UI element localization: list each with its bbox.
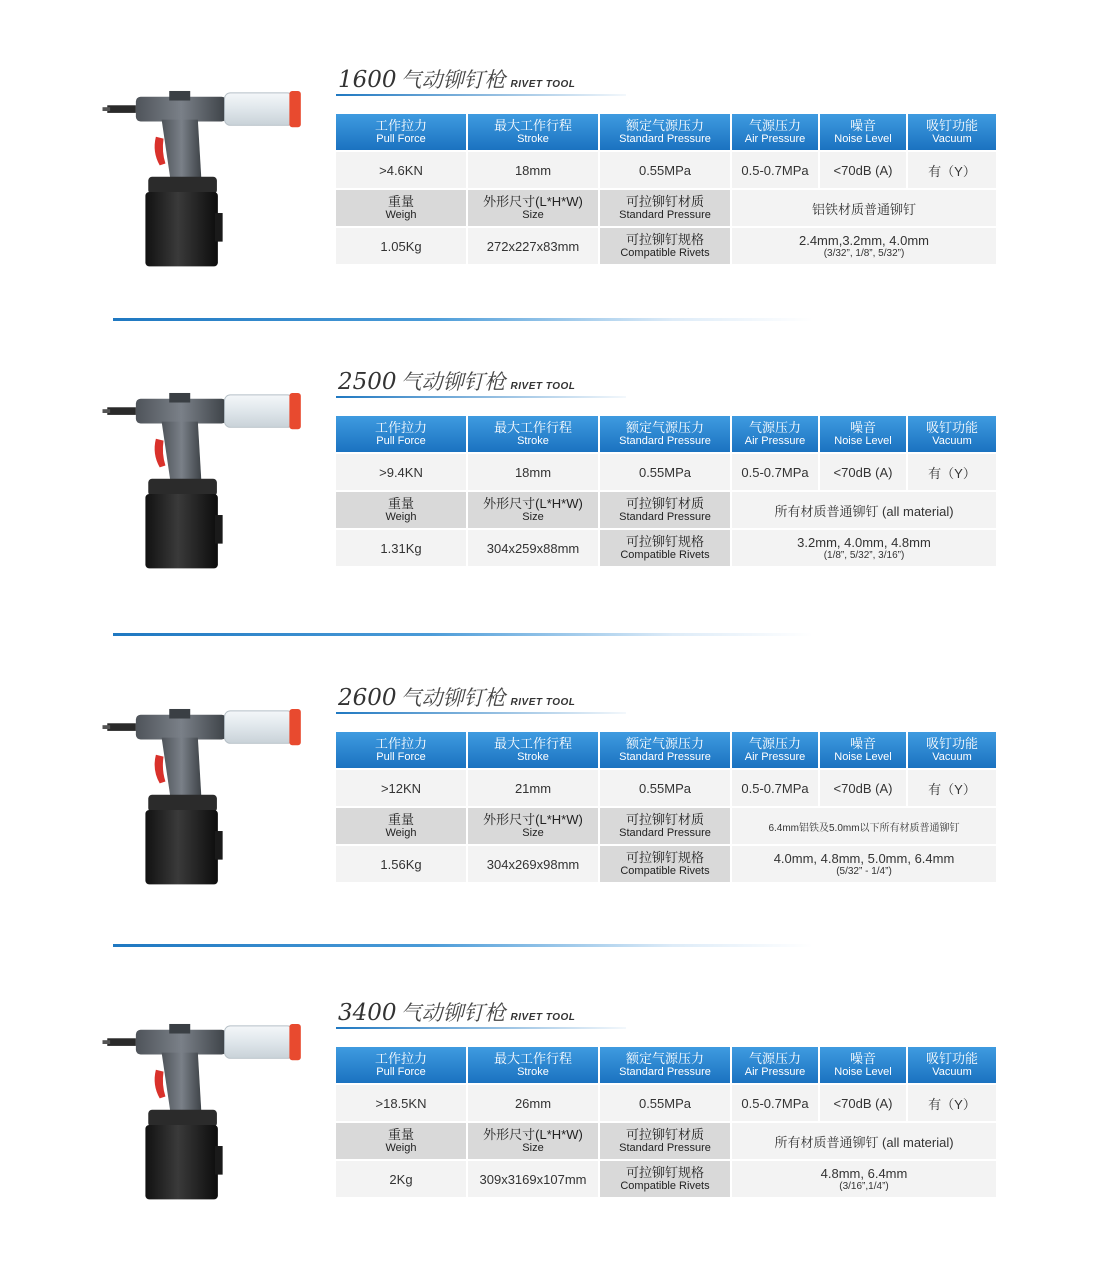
header-air-pressure: 气源压力 Air Pressure — [732, 416, 818, 452]
rivet-tool-image — [95, 688, 315, 893]
value-noise: <70dB (A) — [820, 1085, 906, 1121]
label-weigh: 重量 Weigh — [336, 1123, 466, 1159]
label-rivets: 可拉铆钉规格 Compatible Rivets — [600, 846, 730, 882]
value-pull-force: >9.4KN — [336, 454, 466, 490]
value-vacuum: 有（Y） — [908, 454, 996, 490]
value-standard-pressure: 0.55MPa — [600, 770, 730, 806]
spec-table — [336, 416, 996, 566]
header-pull-force: 工作拉力 Pull Force — [336, 1047, 466, 1083]
value-air-pressure: 0.5-0.7MPa — [732, 454, 818, 490]
value-noise: <70dB (A) — [820, 770, 906, 806]
value-material: 所有材质普通铆钉 (all material) — [732, 492, 996, 528]
value-air-pressure: 0.5-0.7MPa — [732, 1085, 818, 1121]
rivet-tool-image — [95, 1003, 315, 1208]
title-en: RIVET TOOL — [510, 1012, 576, 1023]
product-title — [338, 64, 758, 98]
header-stroke: 最大工作行程 Stroke — [468, 114, 598, 150]
header-noise-level: 噪音 Noise Level — [820, 1047, 906, 1083]
label-weigh: 重量 Weigh — [336, 492, 466, 528]
label-size: 外形尺寸(L*H*W) Size — [468, 190, 598, 226]
value-material: 所有材质普通铆钉 (all material) — [732, 1123, 996, 1159]
header-noise-level: 噪音 Noise Level — [820, 416, 906, 452]
title-underline — [336, 712, 626, 714]
value-rivets: 4.8mm, 6.4mm (3/16”,1/4”) — [732, 1161, 996, 1197]
model-number: 3400 — [338, 1000, 397, 1026]
value-material: 铝铁材质普通铆钉 — [732, 190, 996, 226]
header-air-pressure: 气源压力 Air Pressure — [732, 1047, 818, 1083]
value-standard-pressure: 0.55MPa — [600, 454, 730, 490]
header-standard-pressure: 额定气源压力 Standard Pressure — [600, 1047, 730, 1083]
value-pull-force: >12KN — [336, 770, 466, 806]
header-air-pressure: 气源压力 Air Pressure — [732, 732, 818, 768]
header-stroke: 最大工作行程 Stroke — [468, 732, 598, 768]
value-vacuum: 有（Y） — [908, 1085, 996, 1121]
product-title — [338, 682, 758, 716]
value-stroke: 18mm — [468, 454, 598, 490]
value-air-pressure: 0.5-0.7MPa — [732, 770, 818, 806]
header-stroke: 最大工作行程 Stroke — [468, 1047, 598, 1083]
value-rivets: 4.0mm, 4.8mm, 5.0mm, 6.4mm (5/32” - 1/4”) — [732, 846, 996, 882]
header-noise-level: 噪音 Noise Level — [820, 114, 906, 150]
label-size: 外形尺寸(L*H*W) Size — [468, 1123, 598, 1159]
value-size: 309x3169x107mm — [468, 1161, 598, 1197]
header-standard-pressure: 额定气源压力 Standard Pressure — [600, 732, 730, 768]
value-vacuum: 有（Y） — [908, 770, 996, 806]
value-weight: 2Kg — [336, 1161, 466, 1197]
value-pull-force: >4.6KN — [336, 152, 466, 188]
spec-table — [336, 114, 996, 264]
model-number: 2600 — [338, 685, 397, 711]
label-size: 外形尺寸(L*H*W) Size — [468, 492, 598, 528]
title-cn: 气动铆钉枪 — [400, 68, 506, 92]
value-weight: 1.56Kg — [336, 846, 466, 882]
value-standard-pressure: 0.55MPa — [600, 152, 730, 188]
label-rivets: 可拉铆钉规格 Compatible Rivets — [600, 228, 730, 264]
product-section-3400 — [0, 983, 1100, 1243]
header-vacuum: 吸钉功能 Vacuum — [908, 1047, 996, 1083]
value-vacuum: 有（Y） — [908, 152, 996, 188]
spec-table — [336, 1047, 996, 1197]
value-size: 304x269x98mm — [468, 846, 598, 882]
spec-table — [336, 732, 996, 882]
value-rivets: 3.2mm, 4.0mm, 4.8mm (1/8”, 5/32”, 3/16”) — [732, 530, 996, 566]
title-cn: 气动铆钉枪 — [400, 1001, 506, 1025]
title-underline — [336, 396, 626, 398]
value-weight: 1.31Kg — [336, 530, 466, 566]
product-title — [338, 997, 758, 1031]
header-air-pressure: 气源压力 Air Pressure — [732, 114, 818, 150]
value-noise: <70dB (A) — [820, 454, 906, 490]
value-stroke: 18mm — [468, 152, 598, 188]
title-en: RIVET TOOL — [510, 697, 576, 708]
header-standard-pressure: 额定气源压力 Standard Pressure — [600, 114, 730, 150]
value-material: 6.4mm铝铁及5.0mm以下所有材质普通铆钉 — [732, 808, 996, 844]
section-divider — [113, 633, 813, 636]
value-standard-pressure: 0.55MPa — [600, 1085, 730, 1121]
value-size: 304x259x88mm — [468, 530, 598, 566]
header-pull-force: 工作拉力 Pull Force — [336, 416, 466, 452]
value-stroke: 26mm — [468, 1085, 598, 1121]
label-size: 外形尺寸(L*H*W) Size — [468, 808, 598, 844]
section-divider — [113, 944, 813, 947]
title-en: RIVET TOOL — [510, 381, 576, 392]
header-pull-force: 工作拉力 Pull Force — [336, 114, 466, 150]
value-noise: <70dB (A) — [820, 152, 906, 188]
title-cn: 气动铆钉枪 — [400, 370, 506, 394]
product-section-2500 — [0, 352, 1100, 612]
header-noise-level: 噪音 Noise Level — [820, 732, 906, 768]
label-material: 可拉铆钉材质 Standard Pressure — [600, 492, 730, 528]
product-section-1600 — [0, 50, 1100, 310]
title-underline — [336, 1027, 626, 1029]
label-material: 可拉铆钉材质 Standard Pressure — [600, 808, 730, 844]
rivet-tool-image — [95, 70, 315, 275]
model-number: 1600 — [338, 67, 397, 93]
header-pull-force: 工作拉力 Pull Force — [336, 732, 466, 768]
value-weight: 1.05Kg — [336, 228, 466, 264]
product-section-2600 — [0, 668, 1100, 928]
title-en: RIVET TOOL — [510, 79, 576, 90]
product-title — [338, 366, 758, 400]
label-weigh: 重量 Weigh — [336, 808, 466, 844]
header-vacuum: 吸钉功能 Vacuum — [908, 114, 996, 150]
value-air-pressure: 0.5-0.7MPa — [732, 152, 818, 188]
title-underline — [336, 94, 626, 96]
label-rivets: 可拉铆钉规格 Compatible Rivets — [600, 1161, 730, 1197]
label-weigh: 重量 Weigh — [336, 190, 466, 226]
title-cn: 气动铆钉枪 — [400, 686, 506, 710]
rivet-tool-image — [95, 372, 315, 577]
value-rivets: 2.4mm,3.2mm, 4.0mm (3/32”, 1/8”, 5/32”) — [732, 228, 996, 264]
header-vacuum: 吸钉功能 Vacuum — [908, 416, 996, 452]
header-standard-pressure: 额定气源压力 Standard Pressure — [600, 416, 730, 452]
value-stroke: 21mm — [468, 770, 598, 806]
label-material: 可拉铆钉材质 Standard Pressure — [600, 1123, 730, 1159]
header-vacuum: 吸钉功能 Vacuum — [908, 732, 996, 768]
value-size: 272x227x83mm — [468, 228, 598, 264]
model-number: 2500 — [338, 369, 397, 395]
value-pull-force: >18.5KN — [336, 1085, 466, 1121]
label-material: 可拉铆钉材质 Standard Pressure — [600, 190, 730, 226]
label-rivets: 可拉铆钉规格 Compatible Rivets — [600, 530, 730, 566]
header-stroke: 最大工作行程 Stroke — [468, 416, 598, 452]
section-divider — [113, 318, 813, 321]
